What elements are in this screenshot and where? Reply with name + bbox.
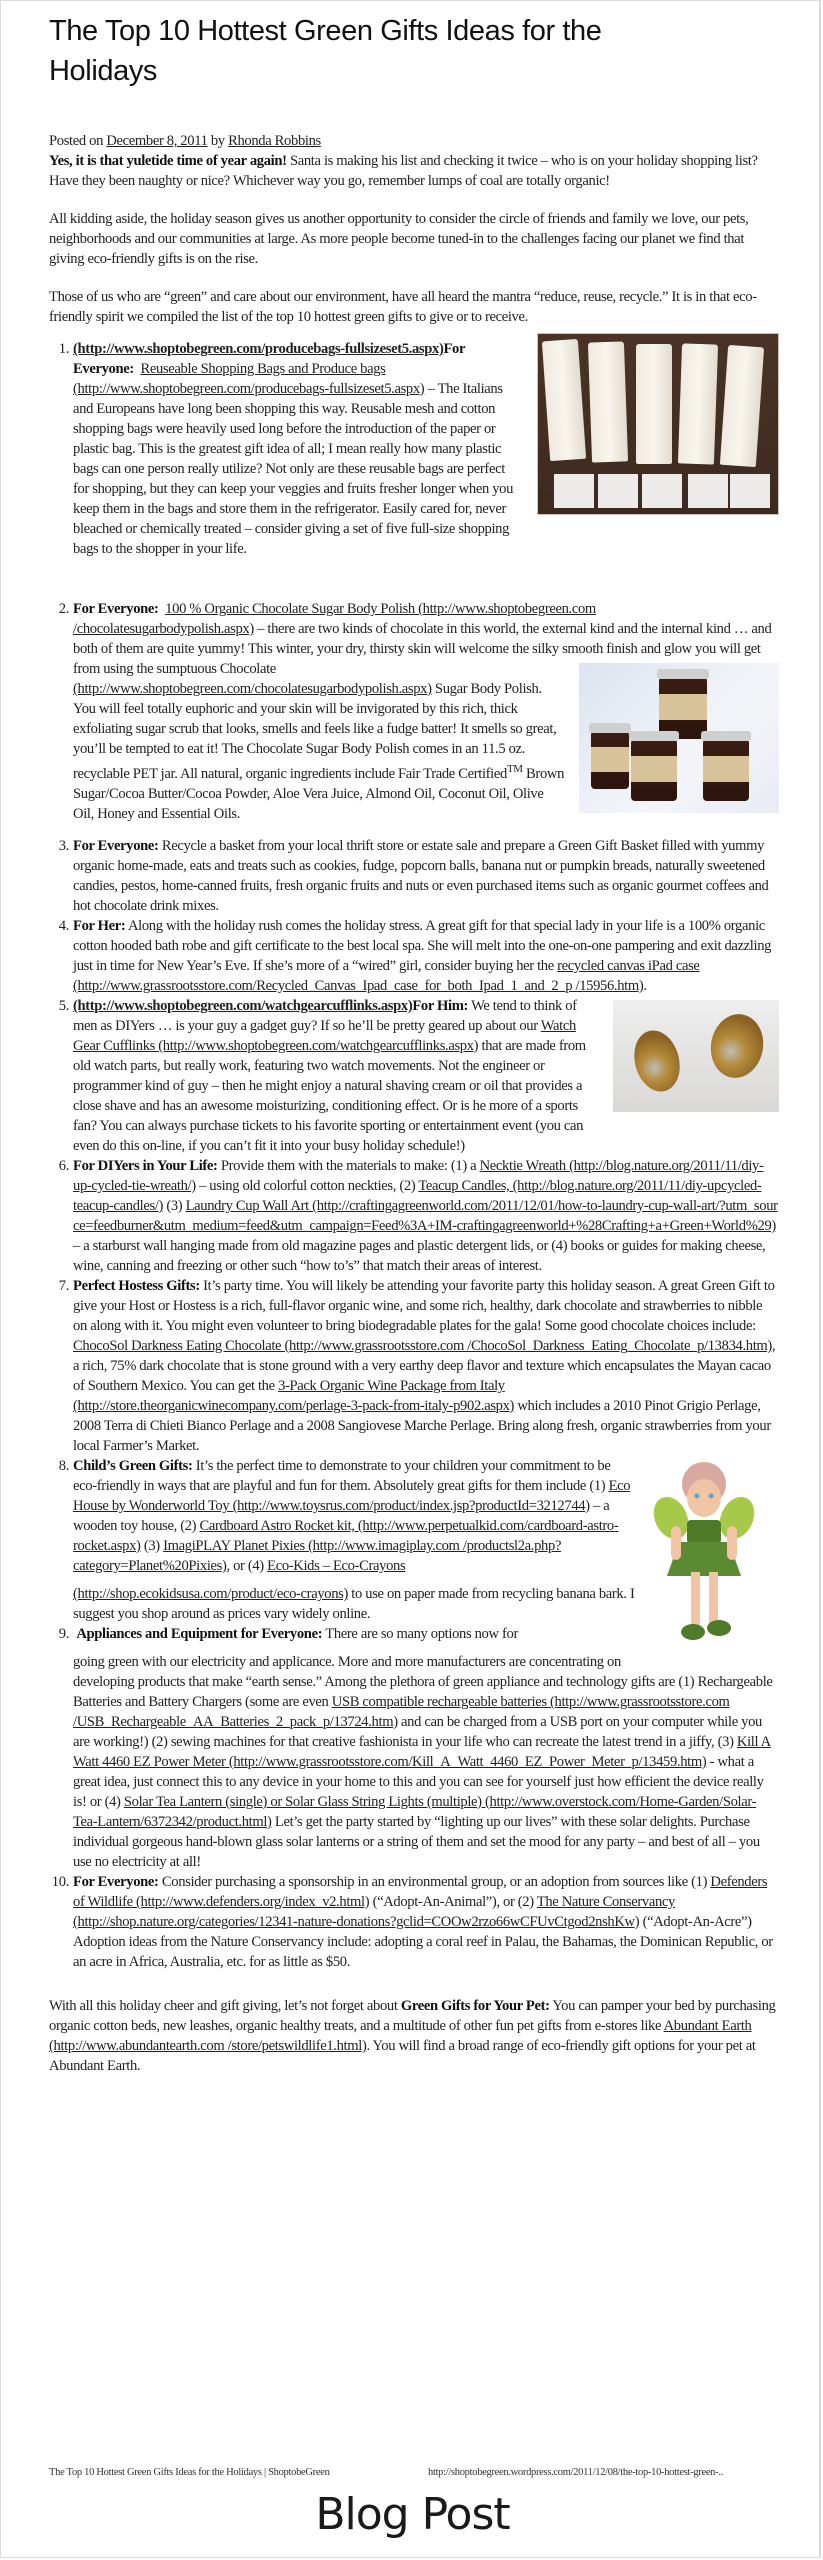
item-heading: Perfect Hostess Gifts: xyxy=(73,1278,200,1294)
laundry-cup-wall-art-link[interactable]: Laundry Cup Wall Art (http://craftingagreenworld.com/2011/12/01/how-to-laundry-cup-wall-art/?utm_source=feedburner&utm_medium=feed&utm_campaign=Feed%3A+IM-craftingagreenworld+%28Crafting+a+Green+World%29) xyxy=(73,1198,778,1234)
item-text: We tend to think of men as DIYers … is your guy a gadget guy? If so he’ll be pretty geared up about our xyxy=(73,998,577,1034)
reuseable-bags-link[interactable]: Reuseable Shopping Bags and Produce bags (http://www.shoptobegreen.com/producebags-fullsizeset5.aspx) xyxy=(73,361,425,397)
abundant-earth-link[interactable]: Abundant Earth (http://www.abundantearth.com /store/petswildlife1.html) xyxy=(49,2018,752,2054)
item-heading: For Everyone: xyxy=(73,341,465,377)
item-number: 10. xyxy=(51,1874,69,1890)
list-item xyxy=(49,599,779,824)
by-label: by xyxy=(207,133,229,149)
item-text: Brown Sugar/Cocoa Butter/Cocoa Powder, Aloe Vera Juice, Almond Oil, Coconut Oil, Olive Oil, Honey and Essential Oils. xyxy=(73,766,565,822)
item-text: – a wooden toy house, (2) xyxy=(73,1498,610,1534)
teacup-candles-link[interactable]: Teacup Candles, (http://blog.nature.org/2011/11/diy-upcycled-teacup-candles/) xyxy=(73,1178,762,1214)
image-caption: Blog Post xyxy=(315,2489,510,2540)
item-text: – The Italians and Europeans have long been shopping this way. Reusable mesh and cotton shopping bags were heavily used long before the introduction of the paper or plastic bag. This is the greatest gift idea of all; I mean really how many plastic bags can one person really utilize? Not only are these reusable bags are perfect for shopping, but they can keep your veggies and fruits fresher longer when you keep them in the bags and store them in the refrigerator. Easily cared for, never bleached or chemically treated – consider giving a set of five full-size shopping bags to the shopper in your life. xyxy=(73,381,514,557)
page-title: The Top 10 Hottest Green Gifts Ideas for the Holidays xyxy=(49,15,602,87)
item-text: It’s the perfect time to demonstrate to your children your commitment to be eco-friendly in ways that are playful and fun for them. Absolutely great gifts for them include (1) xyxy=(73,1458,611,1494)
item-number: 1. xyxy=(58,341,69,357)
list-item xyxy=(49,916,779,996)
item-heading: Child’s Green Gifts: xyxy=(73,1458,193,1474)
intro-paragraph xyxy=(49,209,779,269)
body-polish-link[interactable]: 100 % Organic Chocolate Sugar Body Polish (http://www.shoptobegreen.com /chocolatesugarbodypolish.aspx) xyxy=(73,601,596,637)
intro-paragraph xyxy=(49,151,779,191)
intro-text: Santa is making his list and checking it twice – who is on your holiday shopping list? Have they been naughty or nice? Whichever way you go, remember lumps of coal are totally organic! xyxy=(49,153,758,189)
item-text: (3) xyxy=(163,1198,186,1214)
list-item xyxy=(49,1276,779,1456)
item-number: 4. xyxy=(58,918,69,934)
post-date-link[interactable]: December 8, 2011 xyxy=(106,133,208,149)
item-text: going green with our electricity and applicance. More and more manufacturers are concentrating on developing products that make “earth sense.” Among the plethora of green appliance and technology gifts are (1) Rechargeable Batteries and Battery Chargers (some are even xyxy=(73,1654,773,1710)
item-number: 9. xyxy=(58,1626,69,1642)
item-text: Provide them with the materials to make: (1) a xyxy=(217,1158,480,1174)
ipad-case-link[interactable]: recycled canvas iPad case (http://www.grassrootsstore.com/Recycled_Canvas_Ipad_case_for_both_Ipad_1_and_2_p /15956.htm) xyxy=(73,958,700,994)
closing-text: You can pamper your bed by purchasing organic cotton beds, new leashes, organic healthy treats, and a multitude of other fun pet gifts from e-stores like xyxy=(49,1998,776,2034)
item-heading: Appliances and Equipment for Everyone: xyxy=(76,1626,323,1642)
body-polish-link-2[interactable]: (http://www.shoptobegreen.com/chocolatesugarbodypolish.aspx) xyxy=(73,681,432,697)
item-text: that are made from old watch parts, but really work, featuring two watch movements. Not the engineer or programmer kind of guy – then he might enjoy a natural shaving cream or oil that provides a close shave and has an awesome moisturizing, conditioning effect. Or is he more of a sports fan? You can always purchase tickets to his favorite sporting or entertainment event (you can even do this on-line, if you can’t fit it into your busy holiday schedule!) xyxy=(73,1038,586,1154)
print-footer-url: http://shoptobegreen.wordpress.com/2011/12/08/the-top-10-hottest-green-.. xyxy=(428,2467,723,2478)
item-text: , a rich, 75% dark chocolate that is stone ground with a very earthy deep flavor and texture which encapsulates the Mayan cacao of Southern Mexico. You can get the xyxy=(73,1338,776,1394)
post-meta xyxy=(49,131,779,151)
item-number: 5. xyxy=(58,998,69,1014)
gift-list xyxy=(49,339,779,1972)
closing-text: . You will find a broad range of eco-friendly gift options for your pet at Abundant Earth. xyxy=(49,2038,756,2074)
print-footer-title: The Top 10 Hottest Green Gifts Ideas for the Holidays | ShoptobeGreen xyxy=(49,2467,330,2478)
necktie-wreath-link[interactable]: Necktie Wreath (http://blog.nature.org/2011/11/diy-up-cycled-tie-wreath/) xyxy=(73,1158,764,1194)
defenders-of-wildlife-link[interactable]: Defenders of Wildlife (http://www.defenders.org/index_v2.html) xyxy=(73,1874,768,1910)
item-heading: For Everyone: xyxy=(73,838,159,854)
list-item xyxy=(49,1624,779,1872)
item-heading: For Her: xyxy=(73,918,126,934)
item-text: Let’s get the party started by “lighting up our lives” with these solar delights. Purchase individual gorgeous hand-blown glass solar lanterns or a string of them and set the mood for any party – and best of all – you use no electricity at all! xyxy=(73,1814,760,1870)
item-text: to use on paper made from recycling banana bark. I suggest you shop around as prices vary widely online. xyxy=(73,1586,635,1622)
eco-house-link[interactable]: Eco House by Wonderworld Toy (http://www.toysrus.com/product/index.jsp?productId=3212744) xyxy=(73,1478,631,1514)
list-item xyxy=(49,996,779,1156)
item-text: and can be charged from a USB port on your computer while you are working!) (2) sewing machines for that creative fashionista in your life who can recreate the latest trend in a jiffy, (3) xyxy=(73,1714,762,1750)
item-text: Recycle a basket from your local thrift store or estate sale and prepare a Green Gift Basket filled with yummy organic home-made, eats and treats such as cookies, fudge, popcorn balls, banana nut or pumpkin breads, naturally sweetened candies, pestos, home-canned fruits, fresh organic fruits and nuts or even purchased items such as organic gourmet coffees and hot chocolate drink mixes. xyxy=(73,838,769,914)
solar-lantern-link[interactable]: Solar Tea Lantern (single) or Solar Glass String Lights (multiple) (http://www.overstock.com/Home-Garden/Solar-Tea-Lantern/6372342/product.html) xyxy=(73,1794,757,1830)
item-heading: For Everyone: xyxy=(73,1874,159,1890)
list-item xyxy=(49,1872,779,1972)
eco-crayons-url-link[interactable]: (http://shop.ecokidsusa.com/product/eco-crayons) xyxy=(73,1586,348,1602)
item-text: Consider purchasing a sponsorship in an environmental group, or an adoption from sources like (1) xyxy=(158,1874,711,1890)
closing-text: With all this holiday cheer and gift giving, let’s not forget about xyxy=(49,1998,401,2014)
item-heading: For DIYers in Your Life: xyxy=(73,1158,218,1174)
author-link[interactable]: Rhonda Robbins xyxy=(228,133,321,149)
body-polish-jars-photo xyxy=(579,663,779,813)
list-item xyxy=(49,339,779,599)
item-number: 8. xyxy=(58,1458,69,1474)
item-text: – a starburst wall hanging made from old magazine pages and plastic detergent lids, or (4) books or guides for making cheese, wine, canning and freezing or other such “how to’s” that match their areas of interest. xyxy=(73,1238,766,1274)
nature-conservancy-link[interactable]: The Nature Conservancy (http://shop.nature.org/categories/12341-nature-donations?gclid=COOw2rzo66wCFUvCtgod2nshKw) xyxy=(73,1894,675,1930)
organic-wine-link[interactable]: 3-Pack Organic Wine Package from Italy (http://store.theorganicwinecompany.com/perlage-3-pack-from-italy-p902.aspx) xyxy=(73,1378,515,1414)
list-item xyxy=(49,1156,779,1276)
list-item xyxy=(49,1456,779,1624)
item-1-prefix-link[interactable]: (http://www.shoptobegreen.com/producebags-fullsizeset5.aspx) xyxy=(73,341,444,357)
watch-gear-cufflinks-link[interactable]: Watch Gear Cufflinks (http://www.shoptobegreen.com/watchgearcufflinks.aspx) xyxy=(73,1018,576,1054)
intro-bold: Yes, it is that yuletide time of year again! xyxy=(49,153,287,169)
item-number: 6. xyxy=(58,1158,69,1174)
item-text: (“Adopt-An-Animal”), or (2) xyxy=(369,1894,537,1910)
closing-paragraph xyxy=(49,1996,779,2076)
closing-bold: Green Gifts for Your Pet: xyxy=(400,1998,550,2014)
usb-batteries-link[interactable]: USB compatible rechargeable batteries (http://www.grassrootsstore.com /USB_Rechargeable_AA_Batteries_2_pack_p/13724.htm) xyxy=(73,1694,730,1730)
watch-gear-cufflinks-photo xyxy=(613,1000,779,1112)
list-item xyxy=(49,836,779,916)
item-heading: For Him: xyxy=(412,998,469,1014)
item-number: 2. xyxy=(58,601,69,617)
item-text: Sugar Body Polish. You will feel totally euphoric and your skin will be invigorated by this rich, thick exfoliating sugar scrub that looks, smells and feels like a fudge batter! It smells so great, you’ll be tempted to eat it! The Chocolate Sugar Body Polish comes in an 11.5 oz. recyclable PET jar. All natural, organic ingredients include Fair Trade Certified xyxy=(73,681,557,782)
item-text: . xyxy=(643,978,647,994)
item-text: Along with the holiday rush comes the holiday stress. A great gift for that special lady in your life is a 100% organic cotton hooded bath robe and gift certificate to the best local spa. She will melt into the one-on-one pampering and exit dazzling just in time for New Year’s Eve. If she’s more of a “wired” girl, consider buying her the xyxy=(73,918,772,974)
item-text: - what a great idea, just connect this to any device in your home to this and you can see for yourself just how efficient the device really is! or (4) xyxy=(73,1754,764,1810)
item-text: (3) xyxy=(140,1538,164,1554)
item-text: , or (4) xyxy=(226,1558,268,1574)
trademark-symbol: TM xyxy=(506,763,523,775)
article-body xyxy=(49,131,779,2094)
item-text: – using old colorful cotton neckties, (2) xyxy=(195,1178,419,1194)
planet-pixies-link[interactable]: ImagiPLAY Planet Pixies (http://www.imagiplay.com /productsl2a.php?category=Planet%20Pixies) xyxy=(73,1538,562,1574)
item-text: There are so many options now for xyxy=(322,1626,518,1642)
intro-text: All kidding aside, the holiday season gives us another opportunity to consider the circle of friends and family we love, our pets, neighborhoods and our communities at large. As more people become tuned-in to the challenges facing our planet we find that giving eco-friendly gifts is on the rise. xyxy=(49,211,749,267)
item-heading: For Everyone: xyxy=(73,601,159,617)
cotton-produce-bags-photo xyxy=(537,333,779,515)
kill-a-watt-link[interactable]: Kill A Watt 4460 EZ Power Meter (http://www.grassrootsstore.com/Kill_A_Watt_4460_EZ_Power_Meter_p/13459.htm) xyxy=(73,1734,771,1770)
item-text: (“Adopt-An-Acre”) Adoption ideas from the Nature Conservancy include: adopting a coral reef in Palau, the Bahamas, the Dominican Republic, or an acre in Africa, Australia, etc. for as little as $50. xyxy=(73,1914,773,1970)
item-text: – there are two kinds of chocolate in this world, the external kind and the internal kind … and both of them are quite yummy! This winter, your dry, thirsty skin will welcome the silky smooth finish and glow you will get from using the sumptuous Chocolate xyxy=(73,621,772,677)
intro-text: Those of us who are “green” and care about our environment, have all heard the mantra “reduce, reuse, recycle.” It is in that eco-friendly spirit we compiled the list of the top 10 hottest green gifts to give or to receive. xyxy=(49,289,757,325)
item-text: It’s party time. You will likely be attending your favorite party this holiday season. A great Green Gift to give your Host or Hostess is a rich, full-flavor organic wine, and some rich, healthy, dark chocolate and strawberries to nibble on along with it. You might even volunteer to bring biodegradable plates for the gala! Some good chocolate choices include: xyxy=(73,1278,775,1334)
item-number: 7. xyxy=(58,1278,69,1294)
item-text: which includes a 2010 Pinot Grigio Perlage, 2008 Terra di Chieti Bianco Perlage and a 2008 Sangiovese Marche Perlage. Bring along fresh, organic strawberries from your local Farmer’s Market. xyxy=(73,1398,771,1454)
chocosol-link[interactable]: ChocoSol Darkness Eating Chocolate (http://www.grassrootsstore.com /ChocoSol_Darkness_Eating_Chocolate_p/13834.htm) xyxy=(73,1338,772,1354)
eco-crayons-link[interactable]: Eco-Kids – Eco-Crayons xyxy=(267,1558,406,1574)
item-number: 3. xyxy=(58,838,69,854)
astro-rocket-link[interactable]: Cardboard Astro Rocket kit, (http://www.perpetualkid.com/cardboard-astro-rocket.aspx) xyxy=(73,1518,619,1554)
cufflinks-prefix-link[interactable]: (http://www.shoptobegreen.com/watchgearcufflinks.aspx) xyxy=(73,998,413,1014)
posted-label: Posted on xyxy=(49,133,107,149)
intro-paragraph xyxy=(49,287,779,327)
